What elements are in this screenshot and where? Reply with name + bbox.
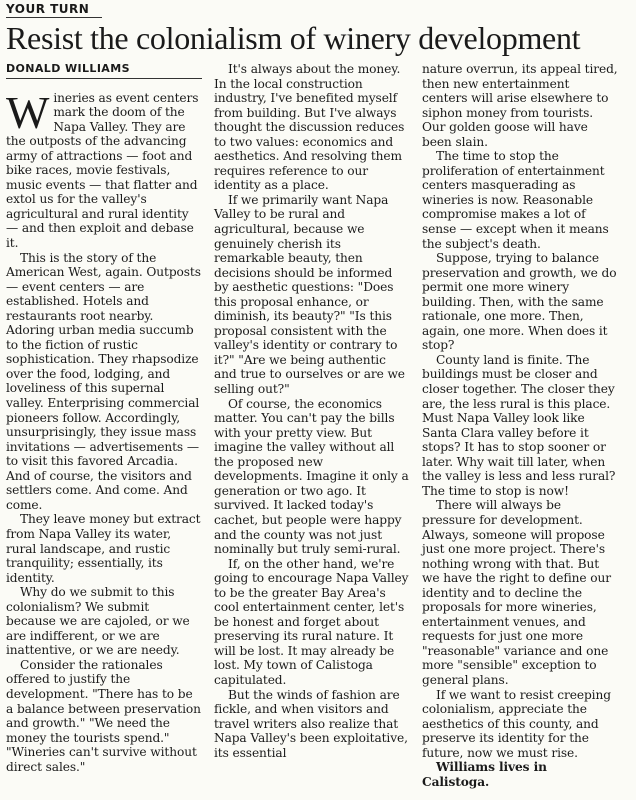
paragraph: Consider the rationales offered to justify the development. "There has to be a balance between preservation and growth." "We need the money the tourists spend." "Wineries can't survive without direct sales." bbox=[6, 657, 201, 774]
paragraph: Suppose, trying to balance preservation and growth, we do permit one more winery building. Then, with the same rationale, one more. Then, again, one more. When does it stop? bbox=[422, 251, 617, 353]
paragraph: If we want to resist creeping colonialism, appreciate the aesthetics of this county, and preserve its identity for the future, now we must rise. bbox=[422, 687, 611, 760]
paragraph: This is the story of the American West, again. Outposts — event centers — are established. Hotels and restaurants root nearby. Adoring urban media succumb to the fiction of rustic sophistication. They rhapsodize over the food, lodging, and loveliness of this supernal valley. Enterprising commercial pioneers follow. Accordingly, unsurprisingly, they issue mass invitations — advertisements — to visit this favored Arcadia. And of course, the visitors and settlers come. And come. And come. bbox=[6, 250, 201, 512]
paragraph: The time to stop the proliferation of entertainment centers masquerading as wineries is now. Reasonable compromise makes a lot of sense — except when it means the subject's death. bbox=[422, 149, 609, 251]
paragraph: If we primarily want Napa Valley to be rural and agricultural, because we genuinely cherish its remarkable beauty, then decisions should be informed by aesthetic questions: "Does this proposal enhance, or diminish, its beauty?" "Is this proposal consistent with the valley's identity or contrary to it?" "Are we being authentic and true to ourselves or are we selling out?" bbox=[214, 192, 405, 397]
paragraph: There will always be pressure for development. Always, someone will propose just one more project. There's nothing wrong with that. But we have the right to define our identity and to decline the proposals for more wineries, entertainment venues, and requests for just one more "reasonable" variance and one more "sensible" exception to general plans. bbox=[422, 498, 611, 687]
headline: Resist the colonialism of winery development bbox=[6, 20, 581, 56]
paragraph: Of course, the economics matter. You can't pay the bills with your pretty view. But imagine the valley without all the proposed new developments. Imagine it only a generation or two ago. It survived. It lacked today's cachet, but people were happy and the county was not just nominally but truly semi-rural. bbox=[214, 396, 409, 557]
column-3 bbox=[422, 62, 618, 789]
paragraph: nature overrun, its appeal tired, then new entertainment centers will arise elsewhere to siphon money from tourists. Our golden goose will have been slain. bbox=[422, 62, 618, 149]
paragraph: County land is finite. The buildings must be closer and closer together. The closer they are, the less rural is this place. Must Napa Valley look like Santa Clara valley before it stops? It has to stop sooner or later. Why wait till later, when the valley is less and less rural? The time to stop is now! bbox=[422, 352, 616, 498]
paragraph: Wineries as event centers mark the doom of the Napa Valley. They are the outposts of the advancing army of attractions — foot and bike races, movie festivals, music events — that flatter and extol us for the valley's agricultural and rural identity — and then exploit and debase it. bbox=[6, 86, 199, 251]
column-2 bbox=[214, 62, 410, 789]
paragraph: But the winds of fashion are fickle, and when visitors and travel writers also realize that Napa Valley's been exploitative, its essential bbox=[214, 687, 408, 760]
author-tagline: Williams lives in Calistoga. bbox=[422, 760, 547, 789]
article-columns bbox=[6, 62, 626, 789]
byline: DONALD WILLIAMS bbox=[6, 62, 202, 79]
paragraph: It's always about the money. In the local construction industry, I've benefited myself from building. But I've always thought the discussion reduces to two values: economics and aesthetics. And resolving them requires reference to our identity as a place. bbox=[214, 62, 405, 193]
section-kicker: YOUR TURN bbox=[6, 2, 102, 18]
paragraph: If, on the other hand, we're going to encourage Napa Valley to be the greater Bay Area's cool entertainment center, let's be honest and forget about preserving its rural nature. It will be lost. It may already be lost. My town of Calistoga capitulated. bbox=[214, 556, 409, 687]
drop-cap: W bbox=[6, 86, 50, 138]
column-1 bbox=[6, 62, 202, 789]
paragraph: Why do we submit to this colonialism? We submit because we are cajoled, or we are indifferent, or we are inattentive, or we are needy. bbox=[6, 585, 190, 658]
paragraph: They leave money but extract from Napa Valley its water, rural landscape, and rustic tranquility; essentially, its identity. bbox=[6, 512, 201, 585]
